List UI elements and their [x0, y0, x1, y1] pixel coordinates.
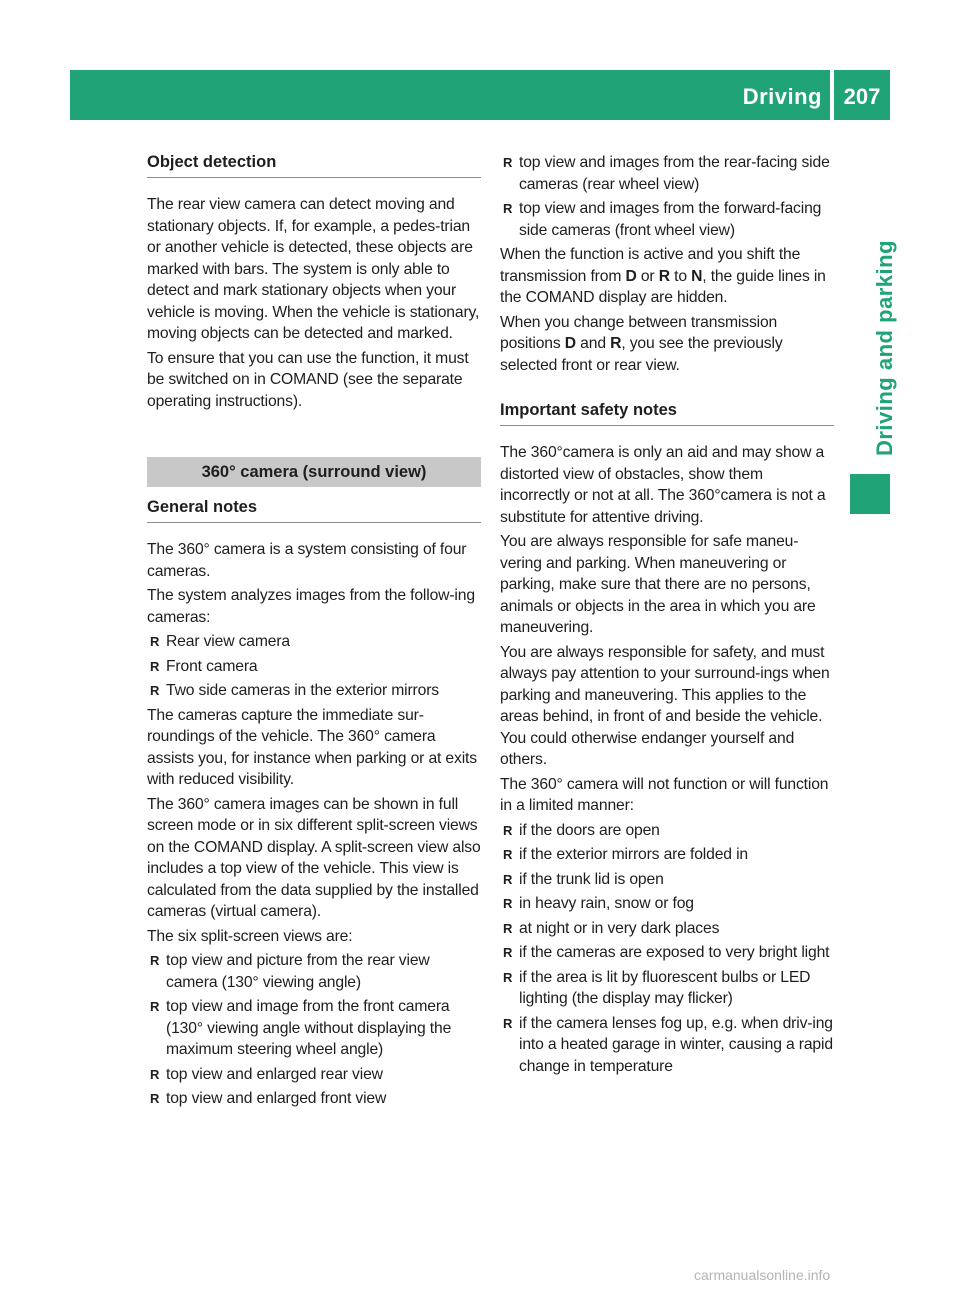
- bullet-icon: R: [150, 1066, 160, 1082]
- split-view-list-continued: [500, 152, 834, 241]
- bullet-icon: R: [503, 822, 513, 838]
- paragraph: You are always responsible for safe maneu-vering and parking. When maneuvering or parking, make sure that there are no persons, animals or objects in the area in which you are maneuvering.: [500, 533, 816, 636]
- bullet-icon: R: [503, 871, 513, 887]
- list-item: R if the cameras are exposed to very bright light: [500, 942, 834, 964]
- paragraph: You are always responsible for safety, and must always pay attention to your surround-ings when parking and maneuvering. This applies to the areas behind, in front of and beside the vehicle. You could otherwise endanger yourself and others.: [500, 643, 830, 768]
- paragraph: The 360° camera images can be shown in full screen mode or in six different split-screen views on the COMAND display. A split-screen view also includes a top view of the vehicle. This view is calculated from the data supplied by the installed cameras (virtual camera).: [147, 795, 481, 920]
- paragraph-change: When you change between transmission positions D and R, you see the previously selected front or rear view.: [500, 313, 783, 374]
- heading-general-notes: General notes: [147, 495, 481, 523]
- bullet-icon: R: [503, 920, 513, 936]
- paragraph: The 360° camera is a system consisting of four cameras.: [147, 541, 467, 580]
- list-item: R Rear view camera: [147, 631, 481, 653]
- right-column: [500, 152, 834, 1080]
- chapter-marker: [850, 474, 890, 514]
- list-item: R Front camera: [147, 656, 481, 678]
- list-item: R if the doors are open: [500, 820, 834, 842]
- bullet-icon: R: [503, 945, 513, 960]
- paragraph: To ensure that you can use the function, it must be switched on in COMAND (see the separate operating instructions).: [147, 349, 469, 410]
- list-item: R if the exterior mirrors are folded in: [500, 844, 834, 866]
- bullet-icon: R: [503, 1015, 513, 1031]
- bullet-icon: R: [150, 683, 160, 698]
- list-item: R if the camera lenses fog up, e.g. when driv-ing into a heated garage in winter, causing a rapid change in temperature: [503, 1014, 833, 1075]
- list-item: R top view and enlarged rear view: [147, 1064, 481, 1086]
- list-item: R if the trunk lid is open: [500, 869, 834, 891]
- bullet-icon: R: [150, 953, 160, 968]
- bullet-icon: R: [503, 155, 513, 170]
- list-item: R at night or in very dark places: [500, 918, 834, 940]
- bullet-icon: R: [150, 999, 160, 1014]
- bullet-icon: R: [150, 658, 160, 674]
- paragraph: The 360° camera will not function or will function in a limited manner:: [500, 775, 829, 814]
- paragraph: The system analyzes images from the follow-ing cameras:: [147, 587, 475, 626]
- list-item: R top view and enlarged front view: [147, 1088, 481, 1110]
- section-title: Driving systems: [730, 84, 822, 143]
- list-item: R top view and images from the rear-facing side cameras (rear wheel view): [503, 154, 830, 193]
- bullet-icon: R: [150, 1091, 160, 1106]
- bullet-icon: R: [150, 634, 160, 649]
- list-item: R top view and images from the forward-facing side cameras (front wheel view): [503, 200, 822, 239]
- paragraph: The rear view camera can detect moving and stationary objects. If, for example, a pedes-trian or another vehicle is detected, these objects are marked with bars. The system is only able to detect and mark stationary objects when your vehicle is moving. When the vehicle is stationary, moving objects can be detected and marked.: [147, 196, 480, 342]
- list-item: R Two side cameras in the exterior mirrors: [147, 680, 481, 702]
- bullet-icon: R: [503, 969, 513, 985]
- watermark: carmanualsonline.info: [694, 1267, 831, 1283]
- paragraph: The 360°camera is only an aid and may show a distorted view of obstacles, show them incorrectly or not at all. The 360°camera is not a substitute for attentive driving.: [500, 444, 826, 526]
- paragraph: The six split-screen views are:: [147, 927, 353, 945]
- page-number: 207: [843, 84, 881, 109]
- bullet-icon: R: [503, 896, 513, 911]
- list-item: R if the area is lit by fluorescent bulbs or LED lighting (the display may flicker): [503, 968, 811, 1007]
- list-item: R in heavy rain, snow or fog: [500, 893, 834, 915]
- chapter-tab: [870, 240, 900, 455]
- paragraph: The cameras capture the immediate sur-roundings of the vehicle. The 360° camera assists you, for instance when parking or at exits with reduced visibility.: [147, 706, 477, 788]
- paragraph-shift: When the function is active and you shift the transmission from D or R to N, the guide lines in the COMAND display are hidden.: [500, 246, 826, 306]
- chapter-tab-label: Driving and parking: [872, 239, 897, 456]
- left-column: [147, 150, 481, 1113]
- list-item: R top view and image from the front camera (130° viewing angle without displaying the maximum steering wheel angle): [150, 998, 452, 1058]
- split-view-list: [147, 950, 481, 1110]
- section-banner-360-camera: 360° camera (surround view): [147, 457, 481, 487]
- condition-list: [500, 820, 834, 1078]
- list-item: R top view and picture from the rear view camera (130° viewing angle): [150, 952, 430, 991]
- bullet-icon: R: [503, 201, 513, 216]
- bullet-icon: R: [503, 847, 513, 862]
- camera-list: [147, 631, 481, 702]
- heading-object-detection: Object detection: [147, 150, 481, 178]
- heading-important-safety-notes: Important safety notes: [500, 398, 834, 426]
